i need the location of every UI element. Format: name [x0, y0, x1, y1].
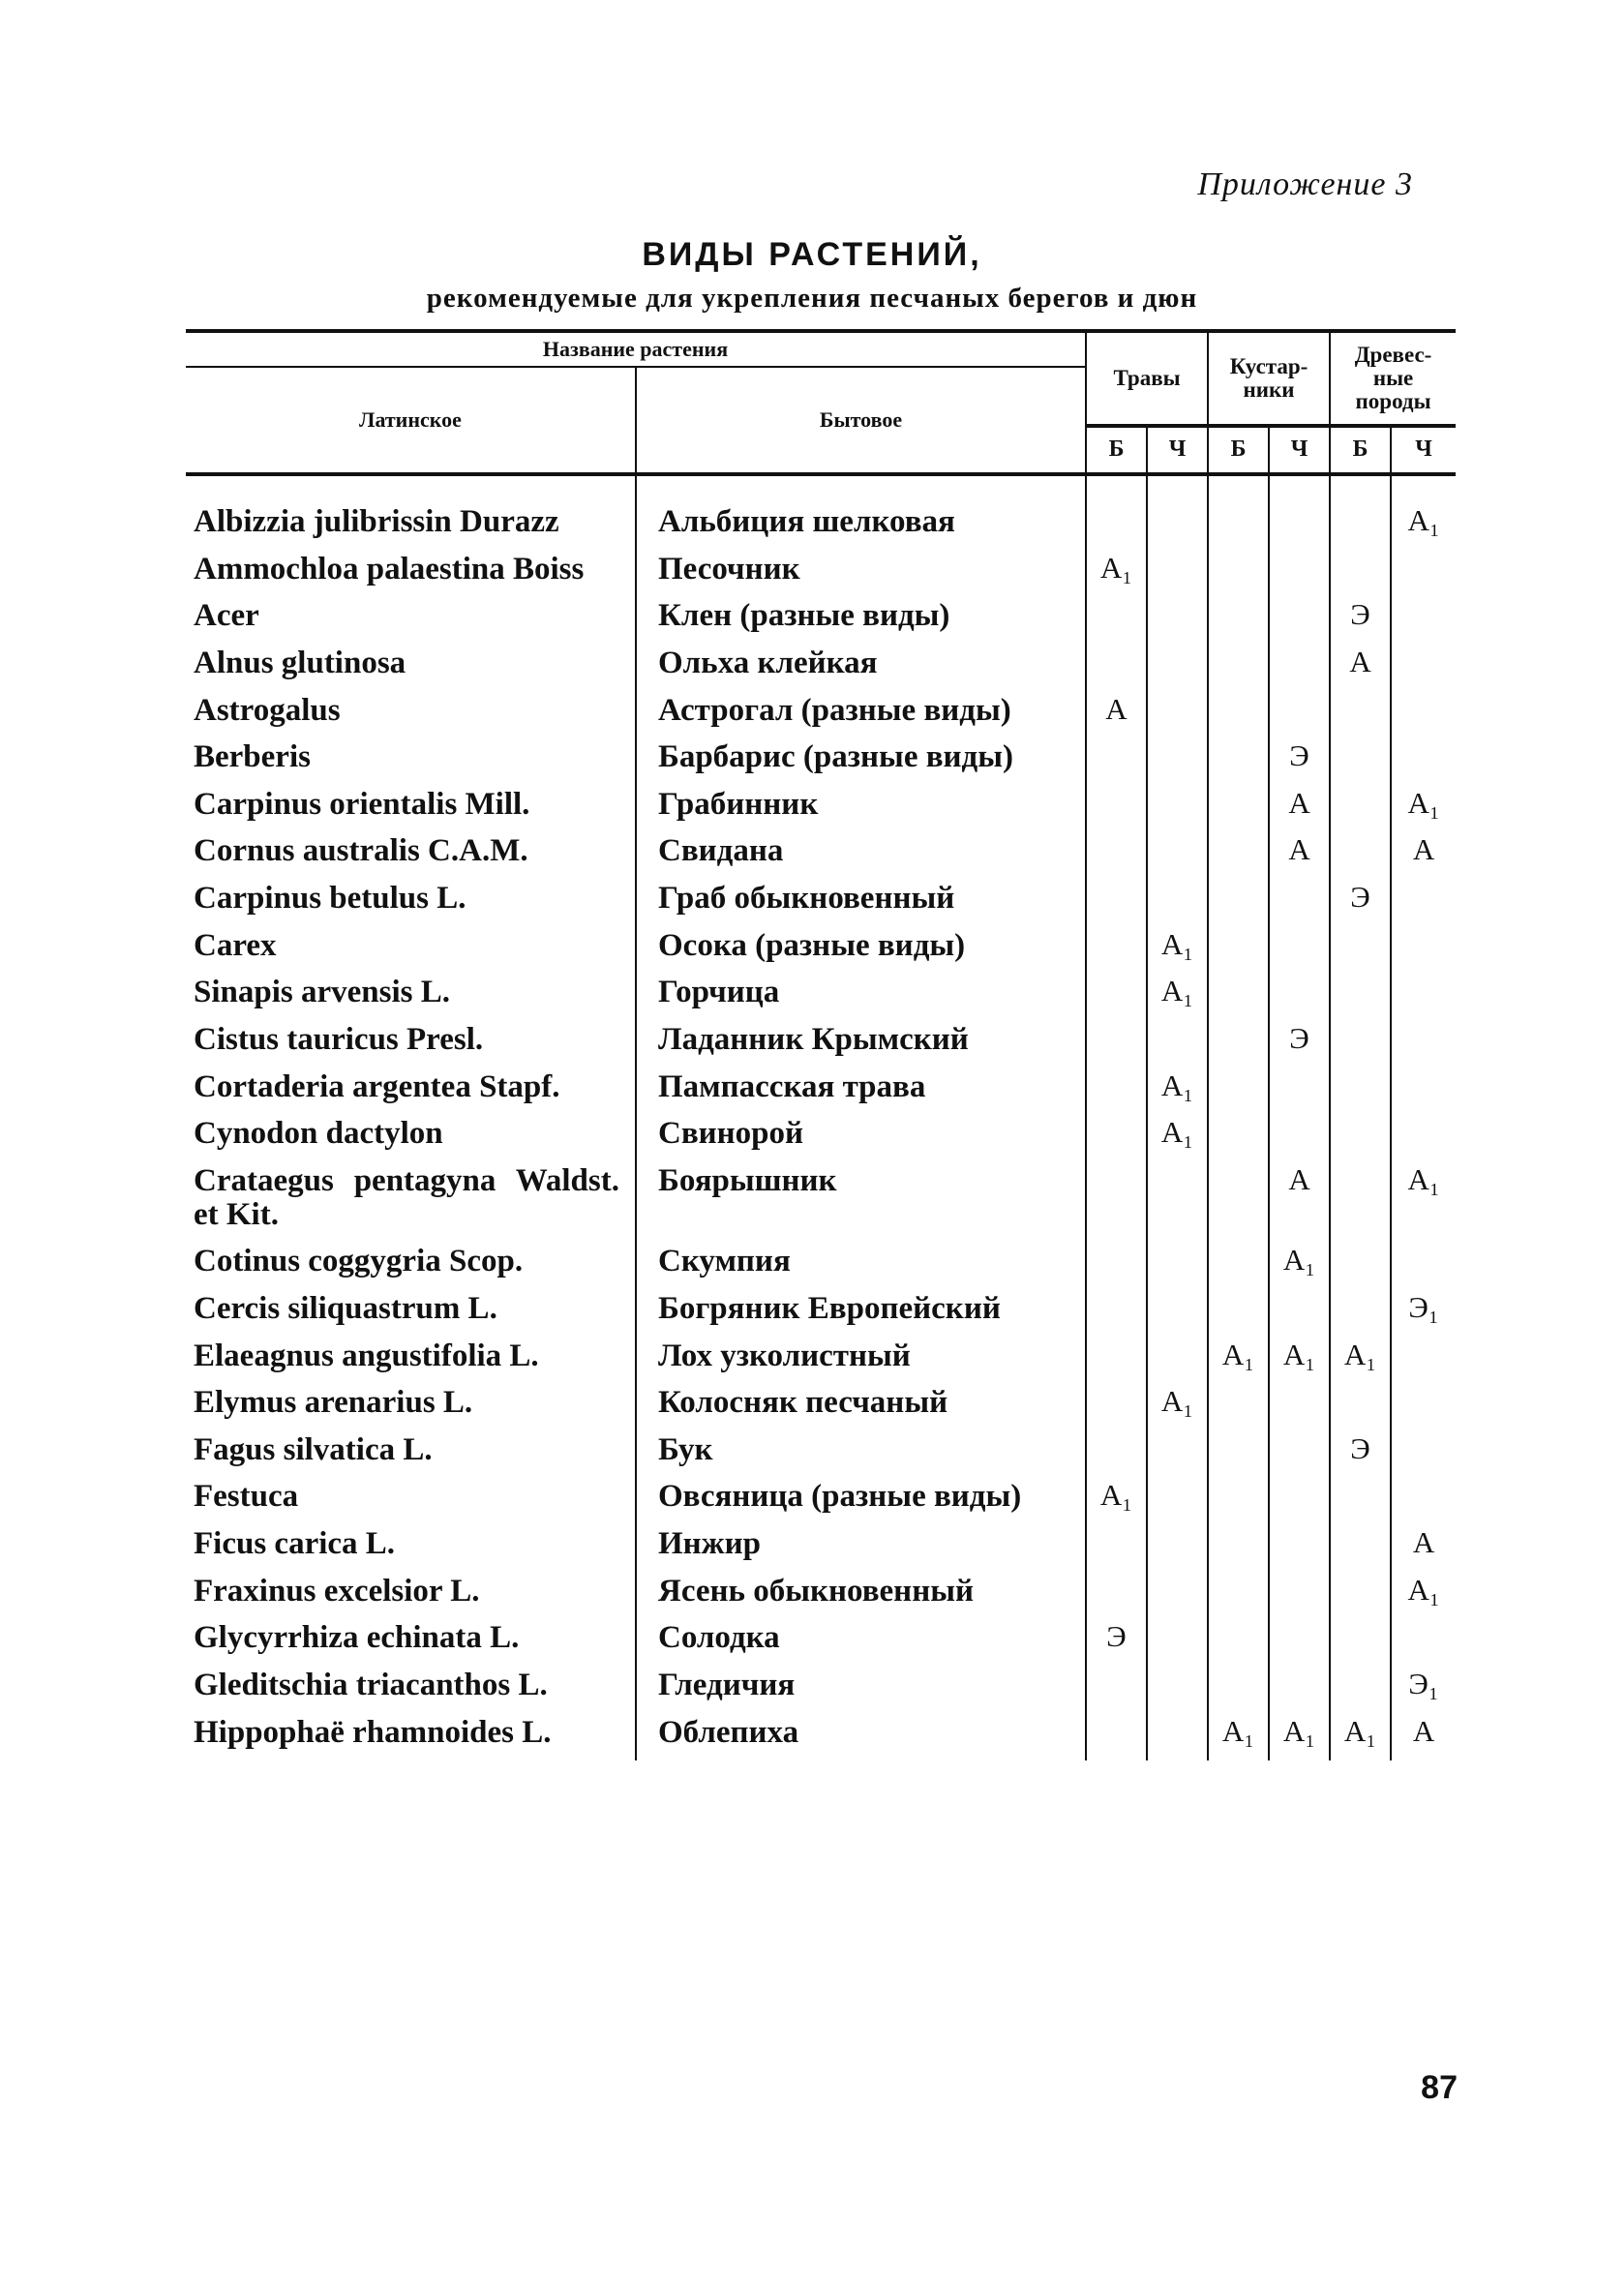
trees-ch-cell — [1391, 1619, 1456, 1667]
grasses-ch-cell — [1147, 1714, 1208, 1761]
table-row — [186, 738, 1456, 786]
grasses-b-cell — [1086, 1115, 1147, 1162]
table-row — [186, 645, 1456, 692]
latin-name-cell: Ammochloa palaestina Boiss — [194, 551, 585, 587]
table-row — [186, 1478, 1456, 1525]
trees-b-cell — [1330, 1068, 1391, 1116]
shrubs-b-cell — [1208, 832, 1269, 880]
shrubs-b-cell — [1208, 692, 1269, 739]
shrubs-b-cell — [1208, 1162, 1269, 1243]
shrubs-b-cell — [1208, 1384, 1269, 1431]
trees-ch-cell: А — [1391, 1525, 1456, 1573]
table-body — [186, 474, 1456, 1760]
grasses-ch-cell — [1147, 692, 1208, 739]
latin-name-cell: Astrogalus — [194, 692, 341, 728]
header-trees-b: Б — [1330, 426, 1391, 474]
common-name-cell: Богряник Европейский — [636, 1290, 1086, 1338]
shrubs-ch-cell — [1269, 1068, 1330, 1116]
grasses-ch-cell — [1147, 832, 1208, 880]
latin-name-cell: Gleditschia triacanthos L. — [194, 1668, 548, 1703]
common-name-cell: Граб обыкновенный — [636, 880, 1086, 927]
table-row — [186, 1338, 1456, 1385]
table-row — [186, 1290, 1456, 1338]
common-name-cell: Овсяница (разные виды) — [636, 1478, 1086, 1525]
grasses-b-cell: А — [1086, 692, 1147, 739]
grasses-b-cell — [1086, 1384, 1147, 1431]
common-name-cell: Инжир — [636, 1525, 1086, 1573]
latin-name-cell: Fagus silvatica L. — [194, 1431, 433, 1467]
trees-ch-cell: А — [1391, 832, 1456, 880]
grasses-ch-cell — [1147, 645, 1208, 692]
plant-species-table — [186, 329, 1456, 1760]
shrubs-ch-cell — [1269, 1525, 1330, 1573]
shrubs-ch-cell — [1269, 880, 1330, 927]
header-shrubs — [1208, 331, 1330, 426]
trees-ch-cell — [1391, 1115, 1456, 1162]
header-grasses-ch: Ч — [1147, 426, 1208, 474]
table-row — [186, 786, 1456, 833]
latin-name-cell: Acer — [194, 598, 259, 634]
common-name-cell: Клен (разные виды) — [636, 597, 1086, 645]
shrubs-ch-cell — [1269, 1478, 1330, 1525]
grasses-b-cell — [1086, 1290, 1147, 1338]
grasses-ch-cell — [1147, 1338, 1208, 1385]
shrubs-ch-cell — [1269, 1667, 1330, 1714]
shrubs-ch-cell — [1269, 927, 1330, 975]
grasses-ch-cell — [1147, 551, 1208, 598]
shrubs-b-cell: A₁ — [1208, 1714, 1269, 1761]
trees-b-cell — [1330, 1384, 1391, 1431]
table-row — [186, 1714, 1456, 1761]
latin-name-cell: Cercis siliquastrum L. — [194, 1290, 497, 1326]
trees-ch-cell — [1391, 880, 1456, 927]
common-name-cell: Ясень обыкновенный — [636, 1573, 1086, 1620]
grasses-ch-cell — [1147, 597, 1208, 645]
grasses-b-cell — [1086, 1068, 1147, 1116]
shrubs-ch-cell: А — [1269, 786, 1330, 833]
trees-b-cell — [1330, 786, 1391, 833]
table-row — [186, 597, 1456, 645]
shrubs-b-cell — [1208, 1115, 1269, 1162]
grasses-b-cell — [1086, 832, 1147, 880]
grasses-ch-cell — [1147, 1525, 1208, 1573]
shrubs-ch-cell — [1269, 551, 1330, 598]
table-row — [186, 551, 1456, 598]
grasses-ch-cell — [1147, 1243, 1208, 1290]
trees-b-cell: Э — [1330, 1431, 1391, 1479]
grasses-ch-cell — [1147, 1619, 1208, 1667]
grasses-ch-cell: A₁ — [1147, 974, 1208, 1021]
header-shrubs-b: Б — [1208, 426, 1269, 474]
appendix-label: Приложение 3 — [1197, 166, 1413, 202]
trees-ch-cell — [1391, 1021, 1456, 1068]
trees-b-cell — [1330, 738, 1391, 786]
shrubs-ch-cell — [1269, 597, 1330, 645]
trees-b-cell: A₁ — [1330, 1338, 1391, 1385]
grasses-b-cell — [1086, 645, 1147, 692]
trees-ch-cell: A₁ — [1391, 786, 1456, 833]
grasses-b-cell — [1086, 738, 1147, 786]
shrubs-ch-cell — [1269, 1573, 1330, 1620]
header-grasses: Травы — [1086, 331, 1208, 426]
grasses-b-cell: A₁ — [1086, 1478, 1147, 1525]
header-trees-ch: Ч — [1391, 426, 1456, 474]
grasses-ch-cell — [1147, 1431, 1208, 1479]
trees-ch-cell — [1391, 1338, 1456, 1385]
grasses-b-cell — [1086, 1162, 1147, 1243]
trees-b-cell — [1330, 1667, 1391, 1714]
table-row — [186, 692, 1456, 739]
grasses-ch-cell — [1147, 1162, 1208, 1243]
common-name-cell: Астрогал (разные виды) — [636, 692, 1086, 739]
common-name-cell: Барбарис (разные виды) — [636, 738, 1086, 786]
shrubs-b-cell — [1208, 1573, 1269, 1620]
grasses-b-cell — [1086, 1573, 1147, 1620]
shrubs-ch-cell: А — [1269, 1162, 1330, 1243]
trees-ch-cell — [1391, 645, 1456, 692]
shrubs-ch-cell — [1269, 1619, 1330, 1667]
shrubs-b-cell — [1208, 1243, 1269, 1290]
trees-ch-cell: A₁ — [1391, 1573, 1456, 1620]
page-number: 87 — [1421, 2069, 1458, 2106]
grasses-b-cell — [1086, 1714, 1147, 1761]
table-row — [186, 927, 1456, 975]
grasses-ch-cell — [1147, 1667, 1208, 1714]
trees-ch-cell — [1391, 1243, 1456, 1290]
table-row — [186, 474, 1456, 551]
table-row — [186, 1619, 1456, 1667]
latin-name-cell: Cotinus coggygria Scop. — [194, 1244, 524, 1279]
common-name-cell: Лох узколистный — [636, 1338, 1086, 1385]
latin-name-cell: Berberis — [194, 739, 311, 775]
shrubs-b-cell — [1208, 786, 1269, 833]
table-row — [186, 1162, 1456, 1243]
common-name-cell: Бук — [636, 1431, 1086, 1479]
shrubs-b-cell — [1208, 927, 1269, 975]
grasses-ch-cell: A₁ — [1147, 1068, 1208, 1116]
common-name-cell: Осока (разные виды) — [636, 927, 1086, 975]
trees-b-cell — [1330, 1573, 1391, 1620]
grasses-ch-cell — [1147, 738, 1208, 786]
grasses-b-cell — [1086, 1667, 1147, 1714]
shrubs-ch-cell: Э — [1269, 1021, 1330, 1068]
page-subtitle: рекомендуемые для укрепления песчаных берегов и дюн — [426, 283, 1198, 314]
grasses-ch-cell — [1147, 474, 1208, 551]
shrubs-ch-cell — [1269, 1290, 1330, 1338]
table-row — [186, 1115, 1456, 1162]
trees-ch-cell: А — [1391, 1714, 1456, 1761]
trees-b-cell — [1330, 1115, 1391, 1162]
trees-b-cell — [1330, 551, 1391, 598]
grasses-ch-cell: A₁ — [1147, 927, 1208, 975]
shrubs-b-cell — [1208, 597, 1269, 645]
shrubs-b-cell — [1208, 1068, 1269, 1116]
trees-b-cell — [1330, 1243, 1391, 1290]
table-row — [186, 1573, 1456, 1620]
table-row — [186, 1431, 1456, 1479]
latin-name-cell: Cornus australis C.A.M. — [194, 833, 528, 869]
shrubs-ch-cell — [1269, 692, 1330, 739]
trees-ch-cell: A₁ — [1391, 1162, 1456, 1243]
latin-name-cell: Hippophaë rhamnoides L. — [194, 1714, 552, 1750]
shrubs-b-cell — [1208, 474, 1269, 551]
latin-name-cell: Glycyrrhiza echinata L. — [194, 1620, 520, 1656]
trees-b-cell — [1330, 1162, 1391, 1243]
trees-ch-cell — [1391, 1384, 1456, 1431]
trees-ch-cell — [1391, 1068, 1456, 1116]
shrubs-ch-cell — [1269, 1431, 1330, 1479]
common-name-cell: Боярышник — [636, 1162, 1086, 1243]
trees-b-cell — [1330, 1021, 1391, 1068]
grasses-b-cell — [1086, 1021, 1147, 1068]
trees-b-cell: Э — [1330, 597, 1391, 645]
shrubs-b-cell — [1208, 645, 1269, 692]
shrubs-ch-cell — [1269, 645, 1330, 692]
grasses-b-cell — [1086, 474, 1147, 551]
shrubs-ch-cell: А — [1269, 832, 1330, 880]
latin-name-cell: Cynodon dactylon — [194, 1116, 443, 1152]
latin-name-cell: Elymus arenarius L. — [194, 1385, 473, 1421]
common-name-cell: Солодка — [636, 1619, 1086, 1667]
trees-b-cell — [1330, 1525, 1391, 1573]
shrubs-b-cell — [1208, 1667, 1269, 1714]
latin-name-cell: Crataegus pentagyna Waldst. et Kit. — [194, 1162, 619, 1232]
trees-ch-cell: Э₁ — [1391, 1667, 1456, 1714]
grasses-b-cell — [1086, 1525, 1147, 1573]
header-plant-name: Название растения — [186, 331, 1086, 367]
latin-name-cell: Carpinus betulus L. — [194, 881, 466, 917]
shrubs-ch-cell — [1269, 474, 1330, 551]
common-name-cell: Альбиция шелковая — [636, 474, 1086, 551]
shrubs-ch-cell: A₁ — [1269, 1714, 1330, 1761]
shrubs-ch-cell: A₁ — [1269, 1338, 1330, 1385]
common-name-cell: Пампасская трава — [636, 1068, 1086, 1116]
trees-b-cell — [1330, 474, 1391, 551]
shrubs-ch-cell — [1269, 1384, 1330, 1431]
shrubs-b-cell — [1208, 551, 1269, 598]
common-name-cell: Грабинник — [636, 786, 1086, 833]
shrubs-b-cell — [1208, 974, 1269, 1021]
latin-name-cell: Alnus glutinosa — [194, 645, 406, 680]
table-row — [186, 1068, 1456, 1116]
table-row — [186, 1667, 1456, 1714]
latin-name-cell: Carpinus orientalis Mill. — [194, 786, 530, 822]
grasses-b-cell — [1086, 974, 1147, 1021]
shrubs-ch-cell — [1269, 974, 1330, 1021]
trees-ch-cell: Э₁ — [1391, 1290, 1456, 1338]
shrubs-b-cell — [1208, 1021, 1269, 1068]
grasses-b-cell — [1086, 927, 1147, 975]
trees-ch-cell — [1391, 927, 1456, 975]
latin-name-cell: Cortaderia argentea Stapf. — [194, 1068, 560, 1104]
grasses-ch-cell: A₁ — [1147, 1384, 1208, 1431]
shrubs-ch-cell: A₁ — [1269, 1243, 1330, 1290]
table-row — [186, 832, 1456, 880]
grasses-ch-cell — [1147, 1290, 1208, 1338]
grasses-ch-cell — [1147, 880, 1208, 927]
header-trees-label: Древес- ные породы — [1354, 342, 1432, 414]
shrubs-b-cell — [1208, 1525, 1269, 1573]
trees-ch-cell — [1391, 1431, 1456, 1479]
latin-name-cell: Festuca — [194, 1479, 299, 1515]
common-name-cell: Колосняк песчаный — [636, 1384, 1086, 1431]
grasses-b-cell — [1086, 1431, 1147, 1479]
common-name-cell: Гледичия — [636, 1667, 1086, 1714]
latin-name-cell: Elaeagnus angustifolia L. — [194, 1338, 539, 1373]
shrubs-b-cell — [1208, 1619, 1269, 1667]
common-name-cell: Свидана — [636, 832, 1086, 880]
shrubs-b-cell — [1208, 1290, 1269, 1338]
common-name-cell: Песочник — [636, 551, 1086, 598]
header-grasses-b: Б — [1086, 426, 1147, 474]
trees-ch-cell — [1391, 692, 1456, 739]
header-common: Бытовое — [636, 367, 1086, 474]
latin-name-cell: Cistus tauricus Presl. — [194, 1022, 484, 1058]
grasses-ch-cell — [1147, 1478, 1208, 1525]
table-row — [186, 1021, 1456, 1068]
table-row — [186, 1384, 1456, 1431]
grasses-b-cell — [1086, 880, 1147, 927]
grasses-ch-cell: A₁ — [1147, 1115, 1208, 1162]
common-name-cell: Скумпия — [636, 1243, 1086, 1290]
header-trees — [1330, 331, 1456, 426]
latin-name-cell: Ficus carica L. — [194, 1526, 396, 1562]
trees-ch-cell — [1391, 738, 1456, 786]
trees-b-cell — [1330, 1290, 1391, 1338]
trees-b-cell — [1330, 1478, 1391, 1525]
trees-b-cell: А — [1330, 645, 1391, 692]
trees-ch-cell — [1391, 974, 1456, 1021]
grasses-b-cell — [1086, 597, 1147, 645]
grasses-ch-cell — [1147, 786, 1208, 833]
latin-name-cell: Sinapis arvensis L. — [194, 975, 450, 1010]
grasses-b-cell: Э — [1086, 1619, 1147, 1667]
shrubs-b-cell — [1208, 1431, 1269, 1479]
trees-b-cell: A₁ — [1330, 1714, 1391, 1761]
shrubs-b-cell: A₁ — [1208, 1338, 1269, 1385]
trees-ch-cell — [1391, 551, 1456, 598]
grasses-b-cell — [1086, 1243, 1147, 1290]
trees-b-cell — [1330, 1619, 1391, 1667]
latin-name-cell: Carex — [194, 927, 277, 963]
grasses-b-cell — [1086, 786, 1147, 833]
trees-ch-cell: A₁ — [1391, 474, 1456, 551]
shrubs-b-cell — [1208, 738, 1269, 786]
grasses-ch-cell — [1147, 1021, 1208, 1068]
common-name-cell: Свинорой — [636, 1115, 1086, 1162]
trees-ch-cell — [1391, 1478, 1456, 1525]
grasses-b-cell: A₁ — [1086, 551, 1147, 598]
table-row — [186, 1243, 1456, 1290]
shrubs-ch-cell — [1269, 1115, 1330, 1162]
shrubs-b-cell — [1208, 1478, 1269, 1525]
trees-ch-cell — [1391, 597, 1456, 645]
trees-b-cell — [1330, 974, 1391, 1021]
grasses-b-cell — [1086, 1338, 1147, 1385]
latin-name-cell: Albizzia julibrissin Durazz — [194, 504, 559, 539]
grasses-ch-cell — [1147, 1573, 1208, 1620]
trees-b-cell — [1330, 927, 1391, 975]
latin-name-cell: Fraxinus excelsior L. — [194, 1573, 480, 1609]
header-shrubs-label: Кустар- ники — [1229, 353, 1308, 402]
table-row — [186, 880, 1456, 927]
shrubs-b-cell — [1208, 880, 1269, 927]
header-shrubs-ch: Ч — [1269, 426, 1330, 474]
trees-b-cell — [1330, 692, 1391, 739]
header-latin: Латинское — [186, 367, 636, 474]
common-name-cell: Ольха клейкая — [636, 645, 1086, 692]
table-row — [186, 1525, 1456, 1573]
trees-b-cell — [1330, 832, 1391, 880]
common-name-cell: Облепиха — [636, 1714, 1086, 1761]
shrubs-ch-cell: Э — [1269, 738, 1330, 786]
common-name-cell: Горчица — [636, 974, 1086, 1021]
page-title: ВИДЫ РАСТЕНИЙ, — [642, 236, 982, 273]
common-name-cell: Ладанник Крымский — [636, 1021, 1086, 1068]
table-row — [186, 974, 1456, 1021]
trees-b-cell: Э — [1330, 880, 1391, 927]
